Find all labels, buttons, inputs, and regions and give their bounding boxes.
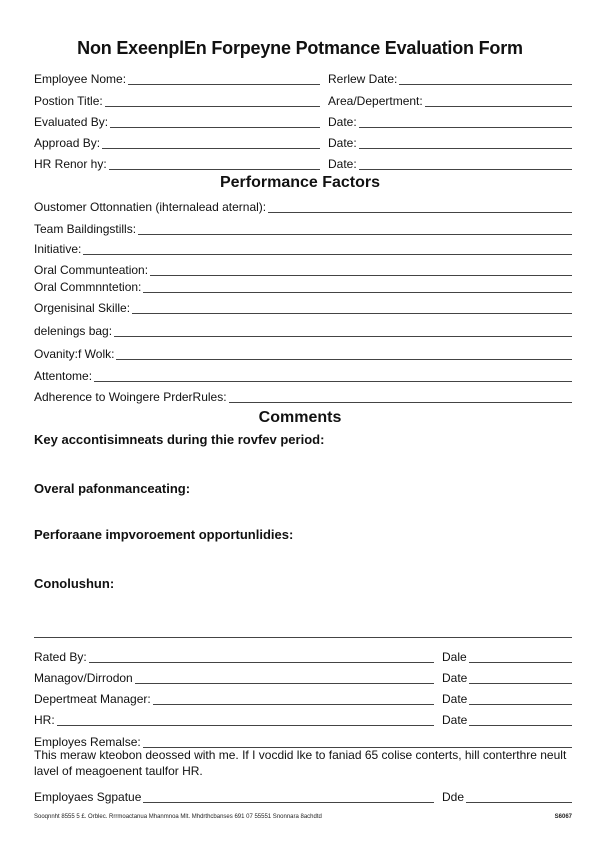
manager-director-label: Managov/Dirrodon bbox=[34, 671, 133, 685]
employee-signature-field[interactable] bbox=[34, 788, 434, 804]
factor-label: Oral Commnntetion: bbox=[34, 280, 142, 294]
employee-signature-date-field[interactable] bbox=[442, 788, 572, 804]
improvement-opportunities-prompt: Perforaane impvoroement opportunlidies: bbox=[34, 527, 294, 542]
department-date-field[interactable] bbox=[442, 690, 572, 706]
department-date-label: Date bbox=[442, 692, 468, 706]
factor-row[interactable] bbox=[34, 367, 572, 383]
employee-acknowledgement-text: This meraw kteobon deossed with me. If I vocdid lke to faniad 65 colise conterts, hill conterthre neult lavel of meagoenent taulfor HR. bbox=[34, 748, 567, 778]
factor-row[interactable] bbox=[34, 240, 572, 256]
form-number: S6067 bbox=[554, 814, 572, 820]
hr-review-by-line[interactable] bbox=[109, 157, 320, 170]
evaluated-by-field[interactable] bbox=[34, 113, 320, 129]
hr-signature-field[interactable] bbox=[34, 711, 434, 727]
factor-line[interactable] bbox=[132, 301, 572, 314]
hr-signature-label: HR: bbox=[34, 713, 55, 727]
manager-date-field[interactable] bbox=[442, 669, 572, 685]
factor-label: Team Baildingstills: bbox=[34, 222, 137, 236]
factor-row[interactable] bbox=[34, 220, 572, 236]
evaluated-by-line[interactable] bbox=[110, 115, 320, 128]
comments-heading: Comments bbox=[258, 409, 342, 426]
factor-label: Attentome: bbox=[34, 369, 93, 383]
area-department-field[interactable] bbox=[328, 92, 572, 108]
key-accomplishments-prompt: Key accontisimneats during thie rovfev period: bbox=[34, 432, 325, 447]
hr-date-label: Date bbox=[442, 713, 468, 727]
factor-row[interactable] bbox=[34, 345, 572, 361]
form-title: Non ExeenplEn Forpeyne Potmance Evaluation Form bbox=[77, 38, 523, 58]
department-date-line[interactable] bbox=[469, 692, 572, 705]
employee-name-line[interactable] bbox=[128, 72, 320, 85]
hr-review-date-label: Date: bbox=[328, 157, 357, 171]
area-department-line[interactable] bbox=[425, 94, 572, 107]
hr-signature-line[interactable] bbox=[57, 713, 434, 726]
department-manager-line[interactable] bbox=[153, 692, 434, 705]
approved-date-field[interactable] bbox=[328, 134, 572, 150]
approved-date-label: Date: bbox=[328, 136, 357, 150]
factor-line[interactable] bbox=[268, 200, 572, 213]
employee-signature-label: Employaes Sgpatue bbox=[34, 790, 142, 804]
employee-signature-line[interactable] bbox=[143, 790, 434, 803]
factor-line[interactable] bbox=[138, 222, 572, 235]
manager-date-line[interactable] bbox=[469, 671, 572, 684]
factor-label: delenings bag: bbox=[34, 324, 113, 338]
hr-review-date-line[interactable] bbox=[359, 157, 572, 170]
manager-director-field[interactable] bbox=[34, 669, 434, 685]
review-date-line[interactable] bbox=[399, 72, 572, 85]
factor-row[interactable] bbox=[34, 388, 572, 404]
factor-row[interactable] bbox=[34, 261, 572, 277]
factor-label: Initiative: bbox=[34, 242, 82, 256]
factor-line[interactable] bbox=[150, 263, 572, 276]
factor-line[interactable] bbox=[83, 242, 572, 255]
factor-label: Orgenisinal Skille: bbox=[34, 301, 131, 315]
footer-copyright-text: Sooqnnht 8555 5 £. Orblec. Rrrmoactanua Mhanmnoa Mlt. Mhdrthcbanses 691 07 55551 Snonnara 8achdtd bbox=[34, 814, 322, 820]
divider-line bbox=[34, 637, 572, 638]
rated-by-field[interactable] bbox=[34, 648, 434, 664]
evaluated-date-label: Date: bbox=[328, 115, 357, 129]
hr-review-date-field[interactable] bbox=[328, 155, 572, 171]
department-manager-field[interactable] bbox=[34, 690, 434, 706]
hr-review-by-label: HR Renor hy: bbox=[34, 157, 107, 171]
employee-remarks-label: Employes Remalse: bbox=[34, 735, 141, 749]
factor-label: Adherence to Woingere PrderRules: bbox=[34, 390, 227, 404]
position-title-label: Postion Title: bbox=[34, 94, 103, 108]
factor-row[interactable] bbox=[34, 278, 572, 294]
employee-name-field[interactable] bbox=[34, 70, 320, 86]
factor-label: Ovanity:f Wolk: bbox=[34, 347, 115, 361]
position-title-field[interactable] bbox=[34, 92, 320, 108]
rated-by-line[interactable] bbox=[89, 650, 434, 663]
employee-name-label: Employee Nome: bbox=[34, 72, 127, 86]
approved-by-line[interactable] bbox=[102, 136, 320, 149]
approved-by-label: Approad By: bbox=[34, 136, 101, 150]
evaluated-date-field[interactable] bbox=[328, 113, 572, 129]
factor-line[interactable] bbox=[116, 347, 572, 360]
factor-line[interactable] bbox=[94, 369, 572, 382]
factor-line[interactable] bbox=[143, 280, 572, 293]
footer bbox=[34, 814, 572, 820]
conclusion-prompt: Conolushun: bbox=[34, 576, 115, 591]
overall-performance-prompt: Overal pafonmanceating: bbox=[34, 481, 191, 496]
evaluated-by-label: Evaluated By: bbox=[34, 115, 109, 129]
rated-date-field[interactable] bbox=[442, 648, 572, 664]
employee-signature-date-line[interactable] bbox=[466, 790, 572, 803]
factor-row[interactable] bbox=[34, 299, 572, 315]
manager-director-line[interactable] bbox=[135, 671, 434, 684]
approved-date-line[interactable] bbox=[359, 136, 572, 149]
department-manager-label: Depertmeat Manager: bbox=[34, 692, 151, 706]
hr-date-field[interactable] bbox=[442, 711, 572, 727]
rated-date-label: Dale bbox=[442, 650, 467, 664]
factor-row[interactable] bbox=[34, 322, 572, 338]
manager-date-label: Date bbox=[442, 671, 468, 685]
evaluated-date-line[interactable] bbox=[359, 115, 572, 128]
employee-signature-date-label: Dde bbox=[442, 790, 465, 804]
hr-review-by-field[interactable] bbox=[34, 155, 320, 171]
review-date-label: Rerlew Date: bbox=[328, 72, 398, 86]
performance-factors-heading: Performance Factors bbox=[219, 174, 381, 191]
area-department-label: Area/Depertment: bbox=[328, 94, 423, 108]
factor-label: Oral Communteation: bbox=[34, 263, 149, 277]
factor-line[interactable] bbox=[229, 390, 572, 403]
factor-label: Oustomer Ottonnatien (ihternalead aternal): bbox=[34, 200, 267, 214]
review-date-field[interactable] bbox=[328, 70, 572, 86]
factor-row[interactable] bbox=[34, 198, 572, 214]
position-title-line[interactable] bbox=[105, 94, 320, 107]
factor-line[interactable] bbox=[114, 324, 572, 337]
rated-date-line[interactable] bbox=[469, 650, 572, 663]
hr-date-line[interactable] bbox=[469, 713, 572, 726]
approved-by-field[interactable] bbox=[34, 134, 320, 150]
rated-by-label: Rated By: bbox=[34, 650, 87, 664]
